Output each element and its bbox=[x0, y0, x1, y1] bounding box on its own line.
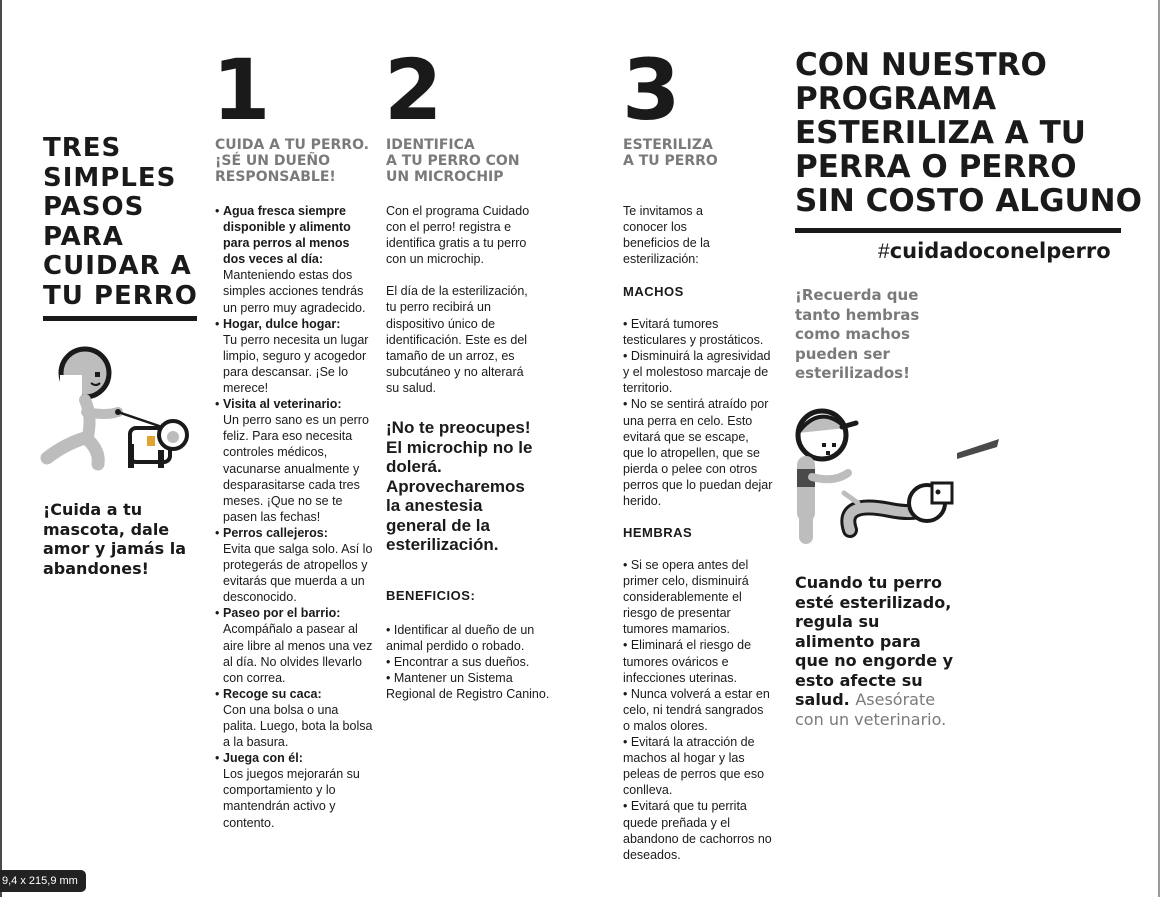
care-item-text: Tu perro necesita un lugar limpio, seguro y acogedor para descansar. ¡Se lo merece! bbox=[223, 332, 369, 396]
title-rule bbox=[43, 316, 197, 321]
step2-heading-line: UN MICROCHIP bbox=[386, 169, 504, 185]
step1-heading-line: ¡SÉ UN DUEÑO bbox=[215, 153, 331, 169]
microchip-paragraph: El día de la esterilización, tu perro recibirá un dispositivo único de identificación. Este es del tamaño de un arroz, es subcutáneo y no alterará su salud. bbox=[386, 284, 528, 395]
list-item bbox=[215, 750, 375, 830]
care-list bbox=[215, 203, 375, 831]
sterilize-intro: Te invitamos a conocer los beneficios de la esterilización: bbox=[623, 204, 710, 267]
step1-heading-line: RESPONSABLE! bbox=[215, 169, 336, 185]
slogan: ¡Cuida a tu mascota, dale amor y jamás la abandones! bbox=[43, 500, 187, 578]
care-item-text: Con una bolsa o una palita. Luego, bota la bolsa a la basura. bbox=[223, 702, 373, 750]
care-item-title: • Hogar, dulce hogar: bbox=[223, 316, 341, 331]
list-item: • Evitará que tu perrita quede preñada y el abandono de cachorros no deseados. bbox=[623, 799, 772, 862]
list-item: • Eliminará el riesgo de tumores ováricos e infecciones uterinas. bbox=[623, 638, 752, 685]
page-edge-left bbox=[0, 0, 2, 897]
females-title: HEMBRAS bbox=[623, 525, 693, 540]
females-list bbox=[623, 557, 773, 863]
list-item bbox=[215, 605, 375, 685]
step2-heading bbox=[386, 137, 546, 185]
step2-number: 2 bbox=[384, 41, 443, 139]
benefits-list bbox=[386, 622, 551, 702]
list-item bbox=[215, 396, 375, 525]
step3-heading bbox=[623, 137, 773, 169]
diet-advice bbox=[795, 573, 955, 729]
care-item-title: • Paseo por el barrio: bbox=[223, 606, 341, 621]
list-item: • Disminuirá la agresividad y el molestoso marcaje de territorio. bbox=[623, 349, 771, 396]
program-title: CON NUESTRO PROGRAMA ESTERILIZA A TU PERRA O PERRO SIN COSTO ALGUNO bbox=[795, 47, 1142, 219]
step3-heading-line: ESTERILIZA bbox=[623, 137, 713, 153]
diet-text: Cuando tu perro esté esterilizado, regula su alimento para que no engorde y esto afecte su salud. bbox=[795, 573, 954, 709]
sterilize-reminder: ¡Recuerda que tanto hembras como machos pueden ser esterilizados! bbox=[795, 286, 920, 382]
care-item-text: Manteniendo estas dos simples acciones tendrás un perro muy agradecido. bbox=[223, 268, 366, 315]
step2-heading-line: A TU PERRO CON bbox=[386, 153, 520, 169]
care-item-text: Los juegos mejorarán su comportamiento y lo mantendrán activo y contento. bbox=[223, 767, 360, 830]
step2-heading-line: IDENTIFICA bbox=[386, 137, 475, 153]
list-item: • Evitará la atracción de machos al hogar y las peleas de perros que eso conlleva. bbox=[623, 735, 765, 798]
program-rule bbox=[795, 228, 1121, 233]
step1-heading bbox=[215, 137, 375, 185]
microchip-info bbox=[386, 203, 536, 396]
list-item bbox=[215, 686, 375, 750]
care-item-text: Un perro sano es un perro feliz. Para eso necesita controles médicos, vacunarse anualmente y desparasitarse cada tres meses. ¡Que no se te pasen las fechas! bbox=[223, 413, 369, 524]
care-item-text: Evita que salga solo. Así lo protegerás de atropellos y evitarás que muerda a un desconocido. bbox=[223, 541, 373, 605]
main-title: TRES SIMPLES PASOS PARA CUIDAR A TU PERRO bbox=[43, 133, 198, 311]
hashtag bbox=[878, 239, 1111, 264]
care-item-title: • Visita al veterinario: bbox=[223, 397, 342, 412]
vet-advice-text: Asesórate con un veterinario. bbox=[795, 690, 947, 729]
list-item: • Evitará tumores testiculares y prostáticos. bbox=[623, 317, 764, 348]
dog-walking-illustration bbox=[40, 340, 200, 475]
list-item: • Encontrar a sus dueños. bbox=[386, 655, 530, 670]
care-item-title: • Perros callejeros: bbox=[223, 525, 328, 540]
list-item bbox=[215, 525, 375, 605]
list-item bbox=[215, 316, 375, 396]
males-title: MACHOS bbox=[623, 284, 684, 299]
no-worry-callout: ¡No te preocupes! El microchip no le dolerá. Aprovecharemos la anestesia general de la esterilización. bbox=[386, 418, 533, 554]
step1-heading-line: CUIDA A TU PERRO. bbox=[215, 137, 369, 153]
list-item: • Mantener un Sistema Regional de Registro Canino. bbox=[386, 671, 550, 702]
list-item: • Nunca volverá a estar en celo, ni tendrá sangrados o malos olores. bbox=[623, 686, 770, 733]
care-item-title: • Juega con él: bbox=[223, 751, 303, 766]
males-list bbox=[623, 316, 773, 509]
microchip-paragraph: Con el programa Cuidado con el perro! registra e identifica gratis a tu perro con un microchip. bbox=[386, 204, 530, 267]
list-item: • Si se opera antes del primer celo, disminuirá considerablemente el riesgo de presentar tumores mamarios. bbox=[623, 558, 749, 637]
hashtag-symbol: # bbox=[878, 240, 890, 263]
step3-number: 3 bbox=[622, 41, 681, 139]
step1-number: 1 bbox=[212, 41, 271, 139]
hashtag-text: cuidadoconelperro bbox=[889, 239, 1111, 263]
care-item-title: • Agua fresca siempre disponible y alimento para perros al menos dos veces al día: bbox=[223, 204, 351, 267]
list-item: • No se sentirá atraído por una perra en celo. Esto evitará que se escape, que lo atropellen, que se pierda o pelee con otros perros que lo puedan dejar herido. bbox=[623, 397, 773, 509]
care-item-title: • Recoge su caca: bbox=[223, 686, 322, 701]
step3-heading-line: A TU PERRO bbox=[623, 153, 718, 169]
page-size-badge: 9,4 x 215,9 mm bbox=[0, 870, 86, 892]
care-item-text: Acompáñalo a pasear al aire libre al menos una vez al día. No olvides llevarlo con correa. bbox=[223, 622, 373, 685]
list-item bbox=[215, 203, 375, 316]
vet-dog-illustration bbox=[792, 405, 1007, 550]
list-item: • Identificar al dueño de un animal perdido o robado. bbox=[386, 623, 535, 654]
benefits-title: BENEFICIOS: bbox=[386, 588, 476, 603]
